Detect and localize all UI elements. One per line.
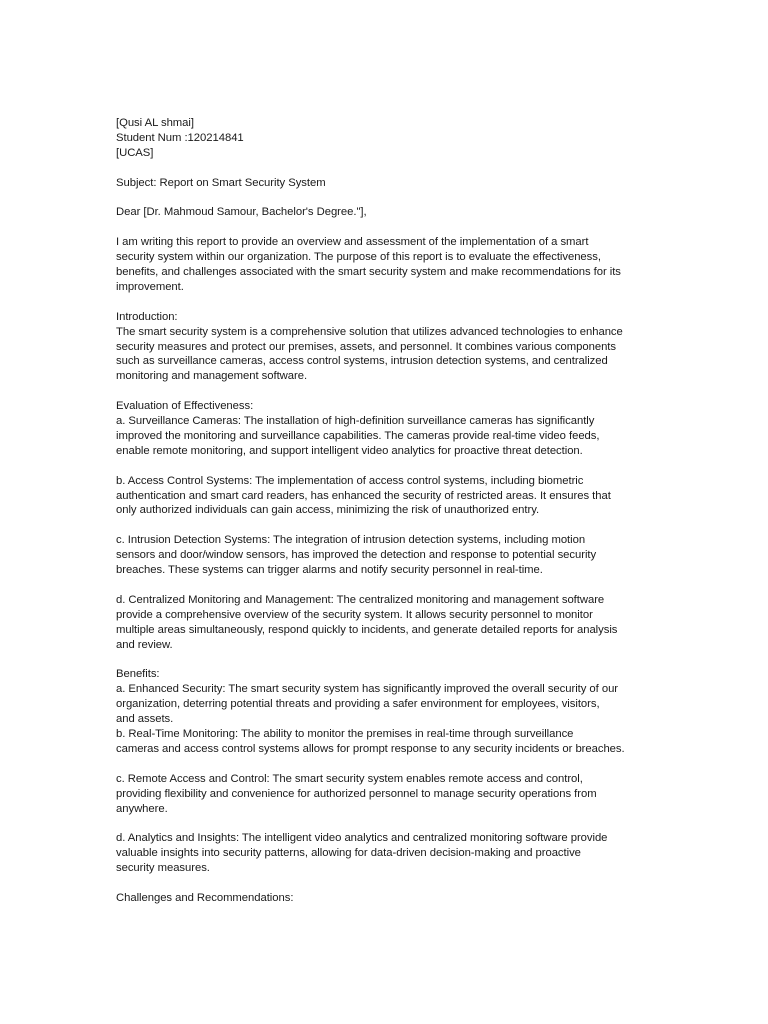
paragraph-line: a. Enhanced Security: The smart security system has significantly improved the overall security of our — [116, 683, 619, 696]
paragraph-line: d. Analytics and Insights: The intelligent video analytics and centralized monitoring software provide — [116, 832, 608, 845]
spacer — [116, 295, 661, 310]
paragraph-line: d. Centralized Monitoring and Management: The centralized monitoring and management software — [116, 593, 605, 606]
paragraph-line: anywhere. — [116, 802, 168, 815]
benefits-item-a — [116, 682, 661, 727]
paragraph-line: improvement. — [116, 280, 184, 293]
document-body — [116, 116, 661, 906]
evaluation-item-d — [116, 593, 661, 653]
paragraph-line: cameras and access control systems allows for prompt response to any security incidents or breaches. — [116, 742, 625, 755]
spacer — [116, 653, 661, 668]
paragraph-line: and review. — [116, 638, 173, 651]
intro-paragraph — [116, 235, 661, 295]
paragraph-line: sensors and door/window sensors, has improved the detection and response to potential security — [116, 549, 597, 562]
paragraph-line: valuable insights into security patterns, allowing for data-driven decision-making and proactive — [116, 847, 581, 860]
paragraph-line: The smart security system is a comprehensive solution that utilizes advanced technologies to enhance — [116, 325, 623, 338]
subject-line: Subject: Report on Smart Security System — [116, 176, 326, 189]
paragraph-line: and assets. — [116, 713, 174, 726]
spacer — [116, 876, 661, 891]
paragraph-line: provide a comprehensive overview of the security system. It allows security personnel to monitor — [116, 608, 593, 621]
sender-name: [Qusi AL shmai] — [116, 117, 194, 129]
paragraph-line: only authorized individuals can gain access, minimizing the risk of unauthorized entry. — [116, 504, 540, 517]
paragraph-line: security measures. — [116, 862, 210, 875]
paragraph-line: security measures and protect our premises, assets, and personnel. It combines various components — [116, 340, 616, 353]
benefits-item-c — [116, 772, 661, 817]
evaluation-section — [116, 399, 661, 652]
paragraph-line: breaches. These systems can trigger alarms and notify security personnel in real-time. — [116, 564, 543, 577]
spacer — [116, 191, 661, 206]
spacer — [116, 220, 661, 235]
paragraph-line: providing flexibility and convenience for authorized personnel to manage security operations from — [116, 787, 597, 800]
section-heading: Introduction: — [116, 310, 178, 323]
introduction-section — [116, 310, 661, 385]
sender-header — [116, 116, 661, 161]
benefits-section — [116, 667, 661, 876]
paragraph-line: b. Real-Time Monitoring: The ability to monitor the premises in real-time through surveillance — [116, 728, 574, 741]
student-number: Student Num :120214841 — [116, 131, 244, 144]
paragraph-line: benefits, and challenges associated with the smart security system and make recommendations for its — [116, 266, 621, 279]
institution: [UCAS] — [116, 146, 154, 159]
salutation: Dear [Dr. Mahmoud Samour, Bachelor's Degree."], — [116, 206, 367, 219]
paragraph-line: authentication and smart card readers, has enhanced the security of restricted areas. It ensures that — [116, 489, 611, 502]
spacer — [116, 459, 661, 474]
benefits-item-b — [116, 727, 661, 757]
spacer — [116, 578, 661, 593]
paragraph-line: such as surveillance cameras, access control systems, intrusion detection systems, and centralized — [116, 355, 608, 368]
evaluation-item-a — [116, 414, 661, 459]
paragraph-line: multiple areas simultaneously, respond quickly to incidents, and generate detailed reports for analysis — [116, 623, 618, 636]
challenges-heading: Challenges and Recommendations: — [116, 891, 294, 904]
paragraph-line: improved the monitoring and surveillance capabilities. The cameras provide real-time video feeds, — [116, 429, 600, 442]
paragraph-line: c. Intrusion Detection Systems: The integration of intrusion detection systems, including motion — [116, 534, 586, 547]
paragraph-line: I am writing this report to provide an overview and assessment of the implementation of a smart — [116, 236, 589, 249]
spacer — [116, 518, 661, 533]
spacer — [116, 816, 661, 831]
paragraph-line: c. Remote Access and Control: The smart security system enables remote access and control, — [116, 772, 583, 785]
benefits-item-d — [116, 831, 661, 876]
paragraph-line: monitoring and management software. — [116, 370, 308, 383]
spacer — [116, 384, 661, 399]
paragraph-line: organization, deterring potential threats and providing a safer environment for employees, visitors, — [116, 698, 600, 711]
paragraph-line: enable remote monitoring, and support intelligent video analytics for proactive threat detection. — [116, 444, 583, 457]
paragraph-line: b. Access Control Systems: The implementation of access control systems, including biometric — [116, 474, 584, 487]
spacer — [116, 757, 661, 772]
spacer — [116, 161, 661, 176]
section-heading: Evaluation of Effectiveness: — [116, 400, 254, 413]
evaluation-item-c — [116, 533, 661, 578]
paragraph-line: security system within our organization. The purpose of this report is to evaluate the effectiveness, — [116, 251, 601, 264]
section-heading: Benefits: — [116, 668, 160, 681]
paragraph-line: a. Surveillance Cameras: The installation of high-definition surveillance cameras has significantly — [116, 415, 595, 428]
evaluation-item-b — [116, 474, 661, 519]
